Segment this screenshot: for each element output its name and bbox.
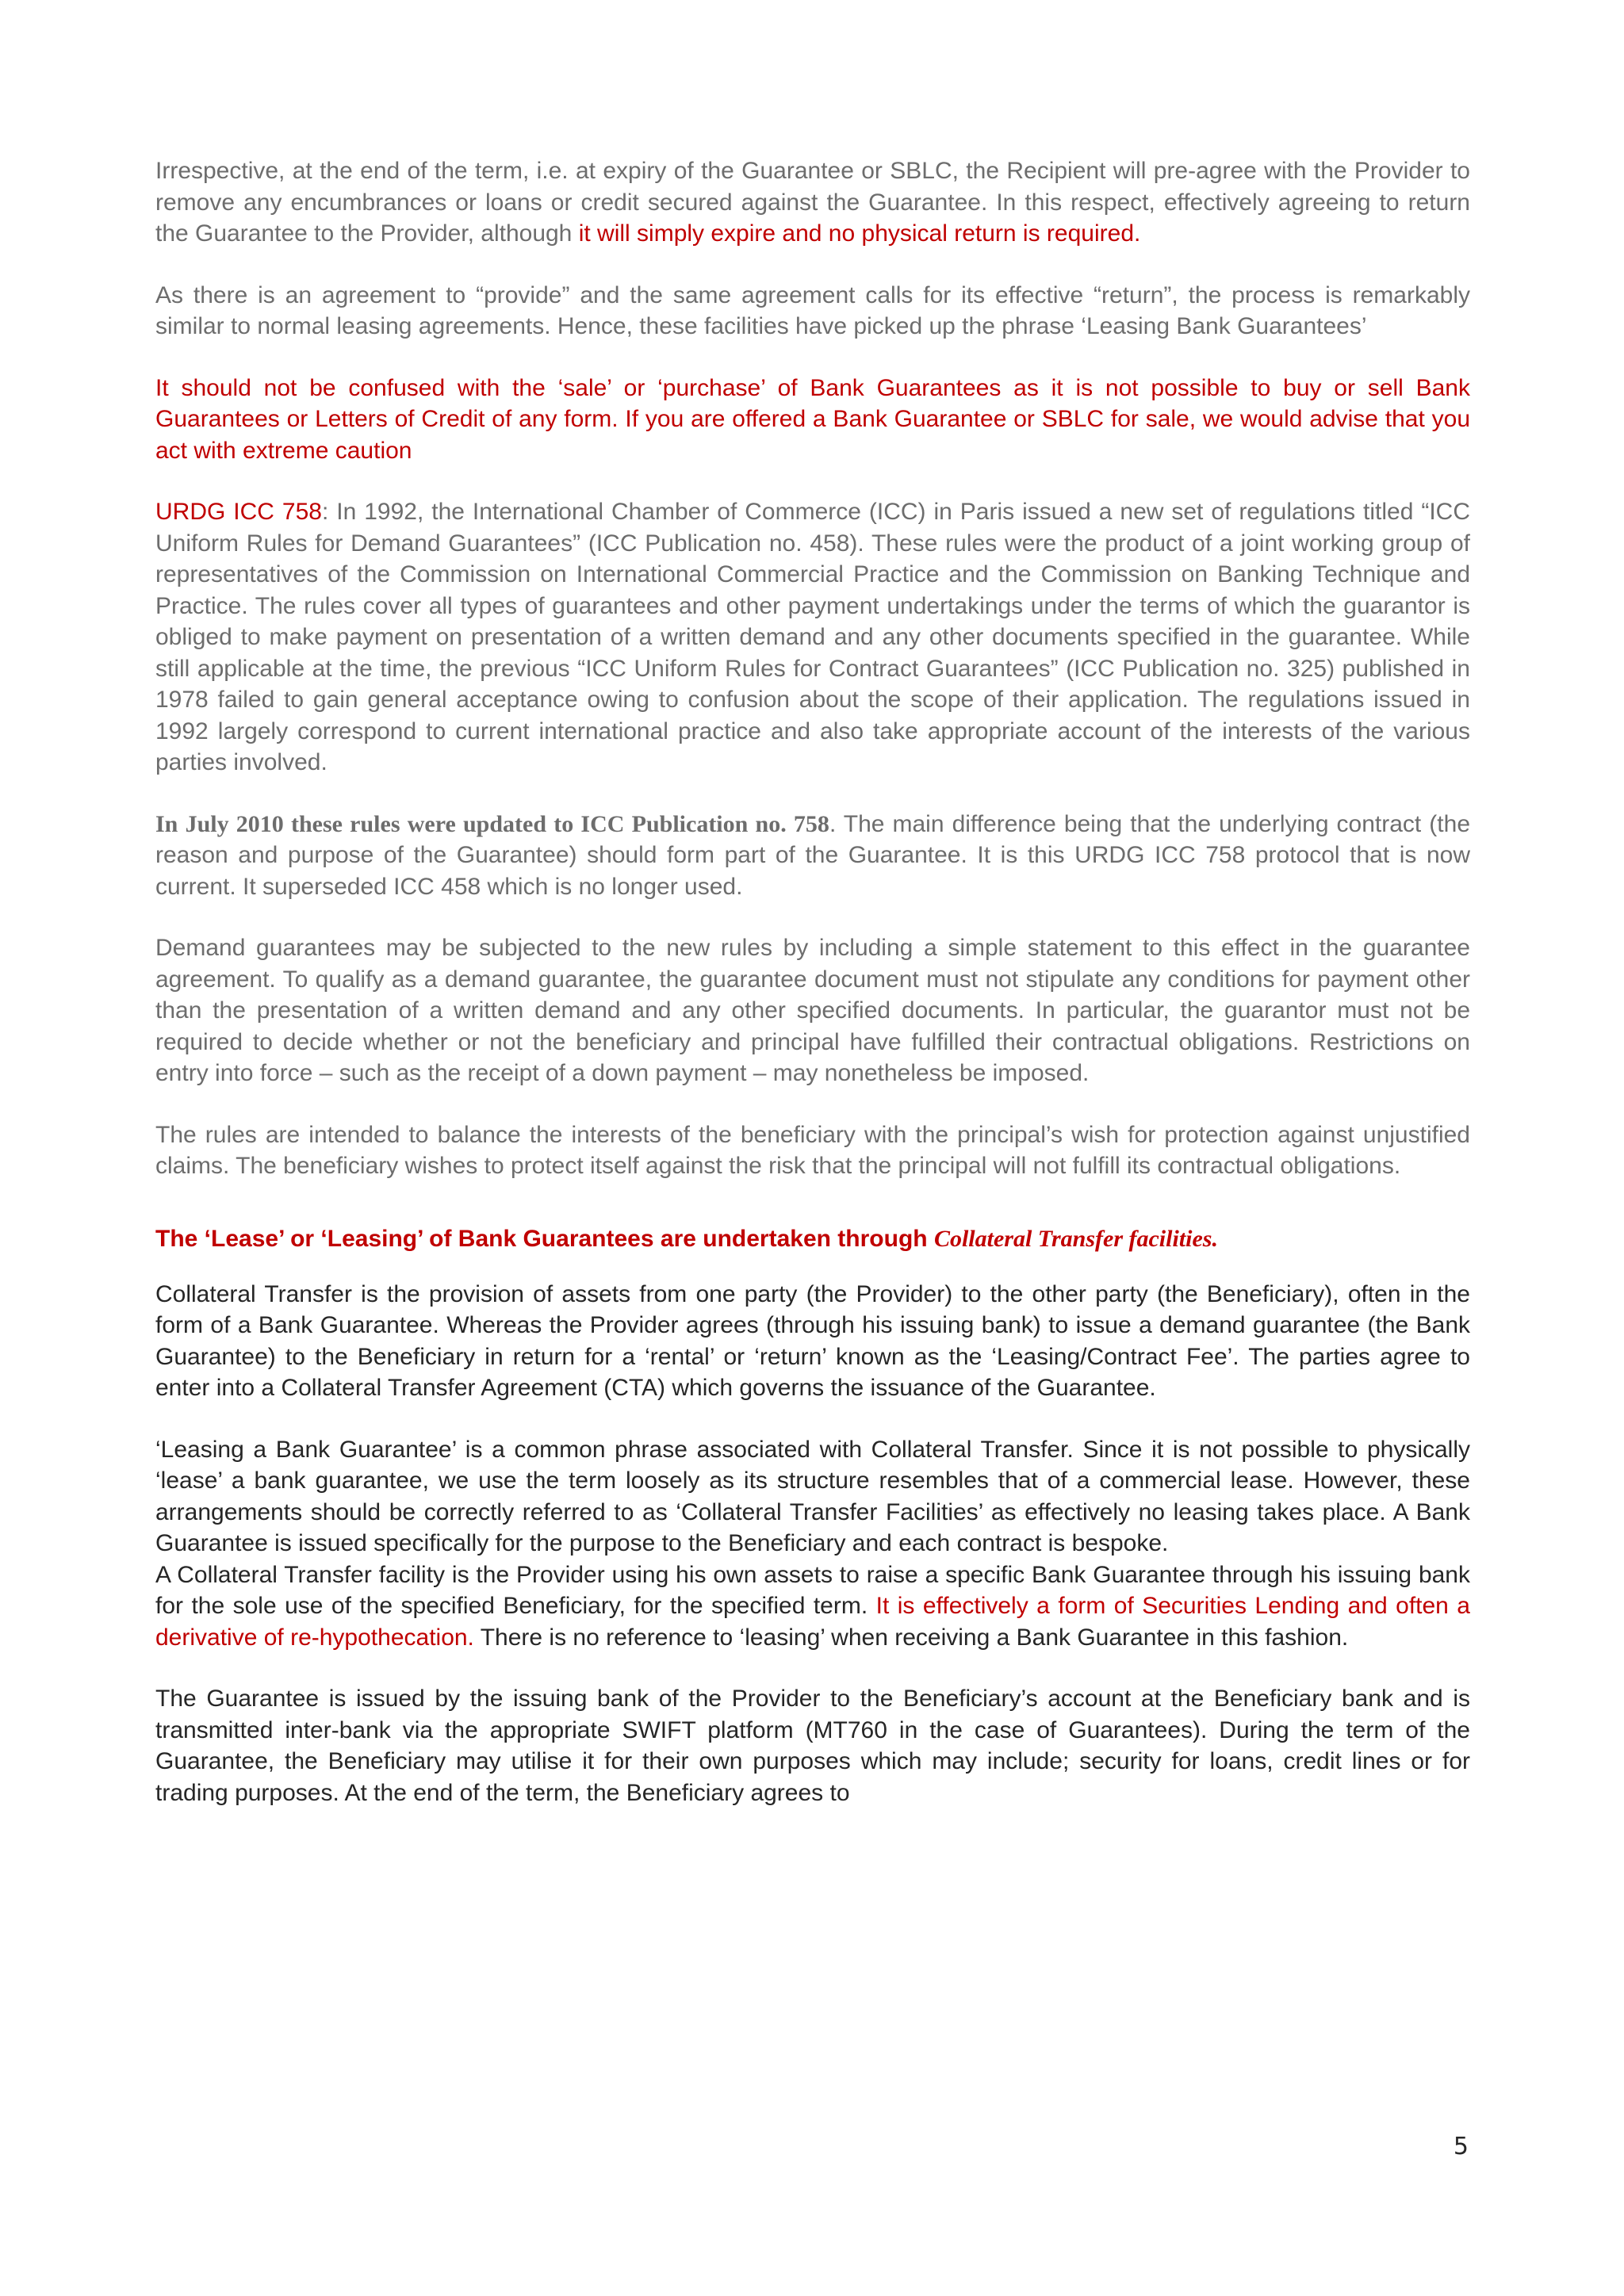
section-heading (155, 1223, 1470, 1255)
urdg-label: URDG ICC 758 (155, 499, 322, 525)
paragraph-leasing-phrase: ‘Leasing a Bank Guarantee’ is a common phrase associated with Collateral Transfer. Since it is not possible to physically ‘lease’ a bank guarantee, we use the term loosely as its structure resembles that of a commercial lease. However, these arrangements should be correctly referred to as ‘Collateral Transfer Facilities’ as effectively no leasing takes place. A Bank Guarantee is issued specifically for the purpose to the Beneficiary and each contract is bespoke. (155, 1436, 1470, 1556)
july-2010-bold: In July 2010 these rules were updated to ICC Publication no. 758 (155, 810, 829, 837)
section-heading-main: The ‘Lease’ or ‘Leasing’ of Bank Guarantees are undertaken through (155, 1225, 934, 1252)
paragraph-facility (155, 1559, 1470, 1654)
facility-highlight: It is effectively a form of Securities Lending and often a derivative of re-hypothecation. (155, 1593, 1470, 1651)
paragraph-rules-balance: The rules are intended to balance the interests of the beneficiary with the principal’s wish for protection against unjustified claims. The beneficiary wishes to protect itself against the risk that the principal will not fulfill its contractual obligations. (155, 1121, 1470, 1179)
urdg-text: : In 1992, the International Chamber of Commerce (ICC) in Paris issued a new set of regulations titled “ICC Uniform Rules for Demand Guarantees” (ICC Publication no. 458). These rules were the product of a joint working group of representatives of the Commission on International Commercial Practice and the Commission on Banking Technique and Practice. The rules cover all types of guarantees and other payment undertakings under the terms of which the guarantor is obliged to make payment on presentation of a written demand and any other documents specified in the guarantee. While still applicable at the time, the previous “ICC Uniform Rules for Contract Guarantees” (ICC Publication no. 325) published in 1978 failed to gain general acceptance owing to confusion about the scope of their application. The regulations issued in 1992 largely correspond to current international practice and also take appropriate account of the interests of the various parties involved. (155, 499, 1470, 775)
paragraph-july-2010 (155, 809, 1470, 903)
section-heading-italic: Collateral Transfer facilities. (933, 1225, 1218, 1252)
paragraph-expiry (155, 155, 1470, 250)
paragraph-collateral-transfer: Collateral Transfer is the provision of assets from one party (the Provider) to the other party (the Beneficiary), often in the form of a Bank Guarantee. Whereas the Provider agrees (through his issuing bank) to issue a demand guarantee (the Bank Guarantee) to the Beneficiary in return for a ‘rental’ or ‘return’ known as the ‘Leasing/Contract Fee’. The parties agree to enter into a Collateral Transfer Agreement (CTA) which governs the issuance of the Guarantee. (155, 1280, 1470, 1401)
facility-text-end: There is no reference to ‘leasing’ when receiving a Bank Guarantee in this fashion. (473, 1624, 1349, 1651)
july-2010-text: . The main difference being that the underlying contract (the reason and purpose of the Guarantee) should form part of the Guarantee. It is this URDG ICC 758 protocol that is now current. It superseded ICC 458 which is no longer used. (155, 810, 1471, 900)
paragraph-expiry-highlight: it will simply expire and no physical return is required. (578, 220, 1141, 247)
page-number: 5 (1453, 2133, 1469, 2160)
paragraph-sale-warning: It should not be confused with the ‘sale’ or ‘purchase’ of Bank Guarantees as it is not possible to buy or sell Bank Guarantees or Letters of Credit of any form. If you are offered a Bank Guarantee or SBLC for sale, we would advise that you act with extreme caution (155, 374, 1470, 464)
paragraph-demand-guarantees: Demand guarantees may be subjected to the new rules by including a simple statement to this effect in the guarantee agreement. To qualify as a demand guarantee, the guarantee document must not stipulate any conditions for payment other than the presentation of a written demand and any other specified documents. In particular, the guarantor must not be required to decide whether or not the beneficiary and principal have fulfilled their contractual obligations. Restrictions on entry into force – such as the receipt of a down payment – may nonetheless be imposed. (155, 935, 1470, 1086)
paragraph-issuance: The Guarantee is issued by the issuing bank of the Provider to the Beneficiary’s account at the Beneficiary bank and is transmitted inter-bank via the appropriate SWIFT platform (MT760 in the case of Guarantees). During the term of the Guarantee, the Beneficiary may utilise it for their own purposes which may include; security for loans, credit lines or for trading purposes. At the end of the term, the Beneficiary agrees to (155, 1686, 1470, 1806)
facility-text: A Collateral Transfer facility is the Provider using his own assets to raise a specific Bank Guarantee through his issuing bank for the sole use of the specified Beneficiary, for the specified term. (155, 1561, 1470, 1619)
paragraph-expiry-text: Irrespective, at the end of the term, i.e. at expiry of the Guarantee or SBLC, the Recipient will pre-agree with the Provider to remove any encumbrances or loans or credit secured against the Guarantee. In this respect, effectively agreeing to return the Guarantee to the Provider, although (155, 158, 1470, 247)
document-body (155, 155, 1470, 1839)
paragraph-leasing-agreements: As there is an agreement to “provide” and the same agreement calls for its effective “return”, the process is remarkably similar to normal leasing agreements. Hence, these facilities have picked up the phrase ‘Leasing Bank Guarantees’ (155, 281, 1470, 339)
paragraph-urdg (155, 496, 1470, 779)
